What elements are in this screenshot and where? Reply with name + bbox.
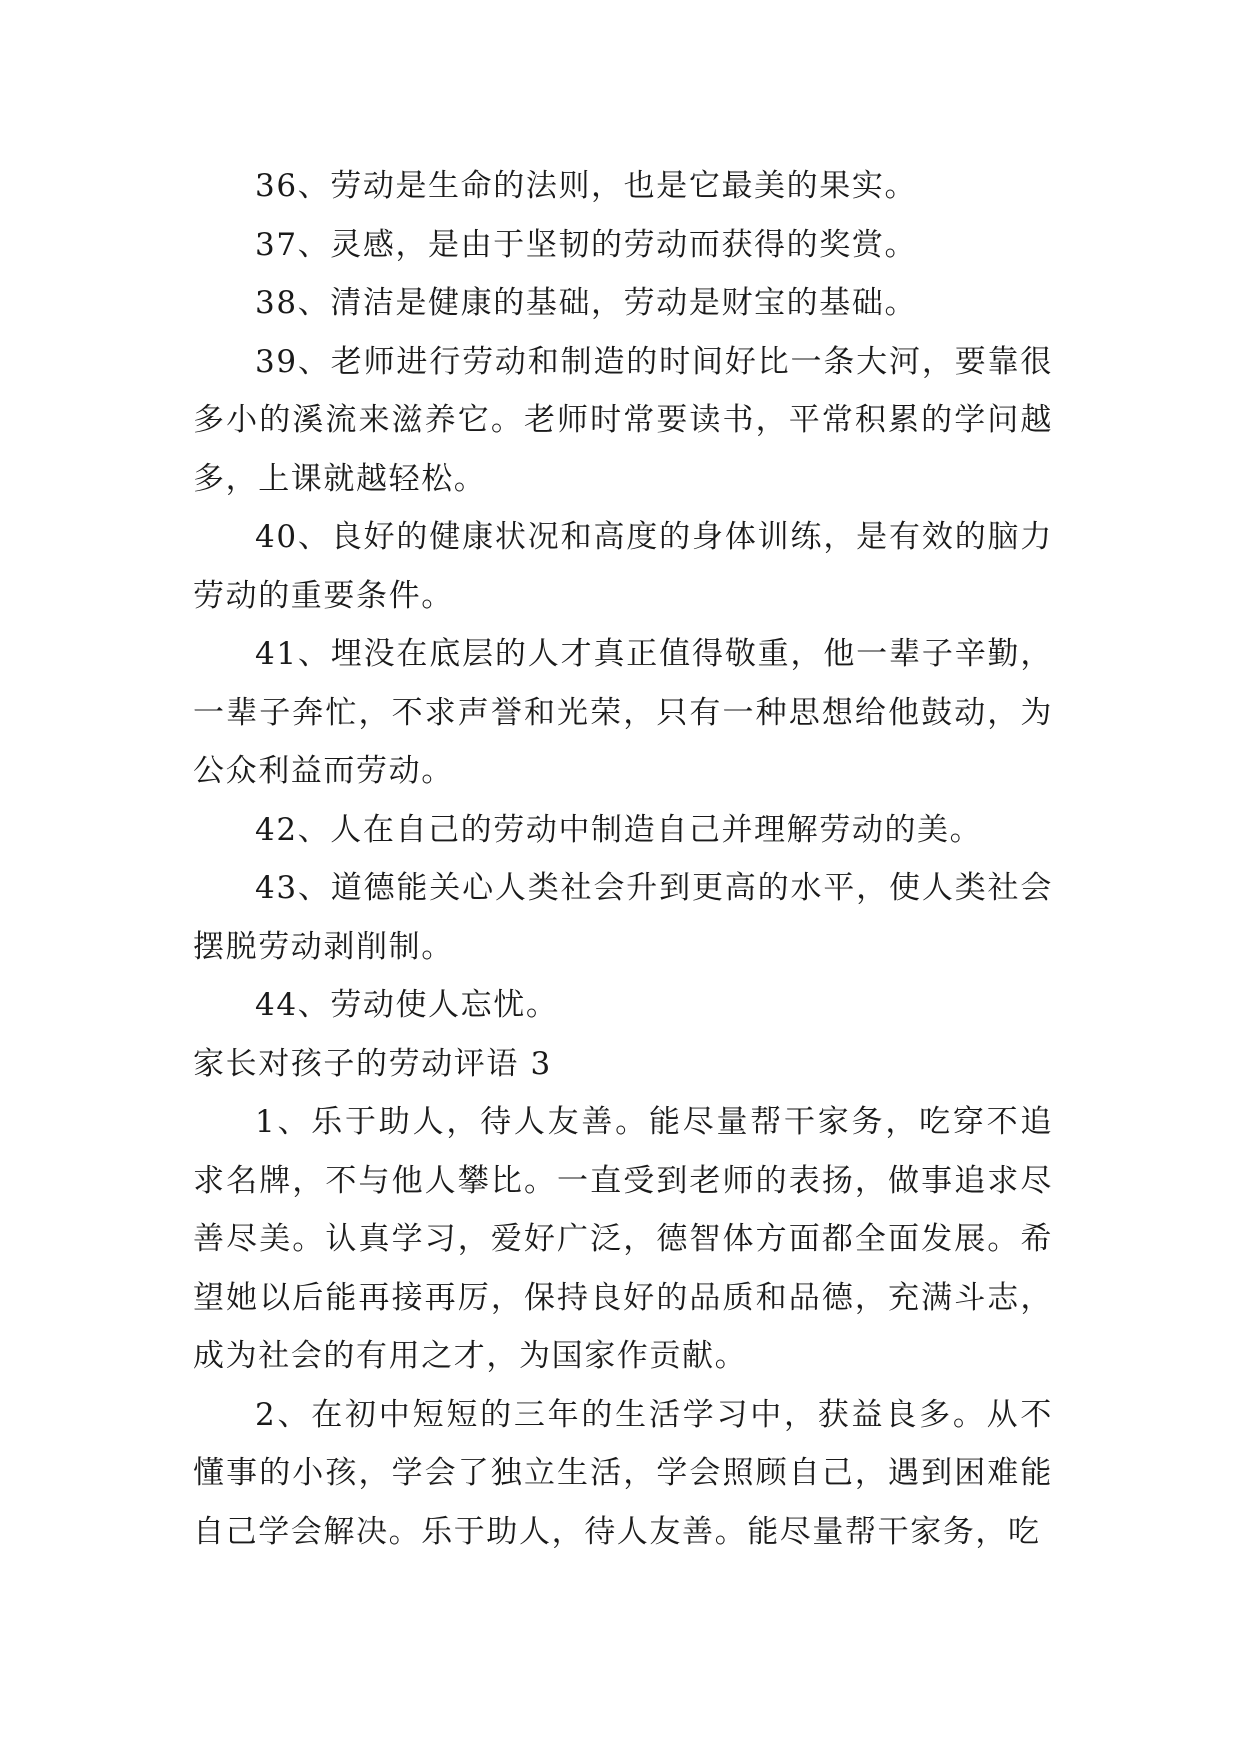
- paragraph-44: 44、劳动使人忘忧。: [255, 987, 559, 1023]
- comment-paragraph-2: 2、在初中短短的三年的生活学习中，获益良多。从不懂事的小孩，学会了独立生活，学会照顾自己，遇到困难能自己学会解决。乐于助人，待人友善。能尽量帮干家务，吃: [193, 1396, 1053, 1550]
- paragraph-43: 43、道德能关心人类社会升到更高的水平，使人类社会摆脱劳动剥削制。: [193, 870, 1053, 965]
- paragraph-37: 37、灵感，是由于坚韧的劳动而获得的奖赏。: [255, 226, 918, 263]
- paragraph-42: 42、人在自己的劳动中制造自己并理解劳动的美。: [255, 811, 983, 848]
- comment-paragraph-1: 1、乐于助人，待人友善。能尽量帮干家务，吃穿不追求名牌，不与他人攀比。一直受到老师的表扬，做事追求尽善尽美。认真学习，爱好广泛，德智体方面都全面发展。希望她以后能再接再厉，保持良好的品质和品德，充满斗志，成为社会的有用之才，为国家作贡献。: [193, 1104, 1053, 1374]
- paragraph-39: 39、老师进行劳动和制造的时间好比一条大河，要靠很多小的溪流来滋养它。老师时常要读书，平常积累的学问越多，上课就越轻松。: [193, 343, 1053, 497]
- paragraph-40: 40、良好的健康状况和高度的身体训练，是有效的脑力劳动的重要条件。: [193, 519, 1053, 614]
- paragraph-38: 38、清洁是健康的基础，劳动是财宝的基础。: [255, 285, 918, 321]
- document-body: [193, 157, 1053, 1561]
- paragraph-41: 41、埋没在底层的人才真正值得敬重，他一辈子辛勤，一辈子奔忙，不求声誉和光荣，只有一种思想给他鼓动，为公众利益而劳动。: [193, 636, 1053, 789]
- paragraph-36: 36、劳动是生命的法则，也是它最美的果实。: [255, 168, 918, 204]
- section-heading: 家长对孩子的劳动评语 3: [193, 1045, 552, 1082]
